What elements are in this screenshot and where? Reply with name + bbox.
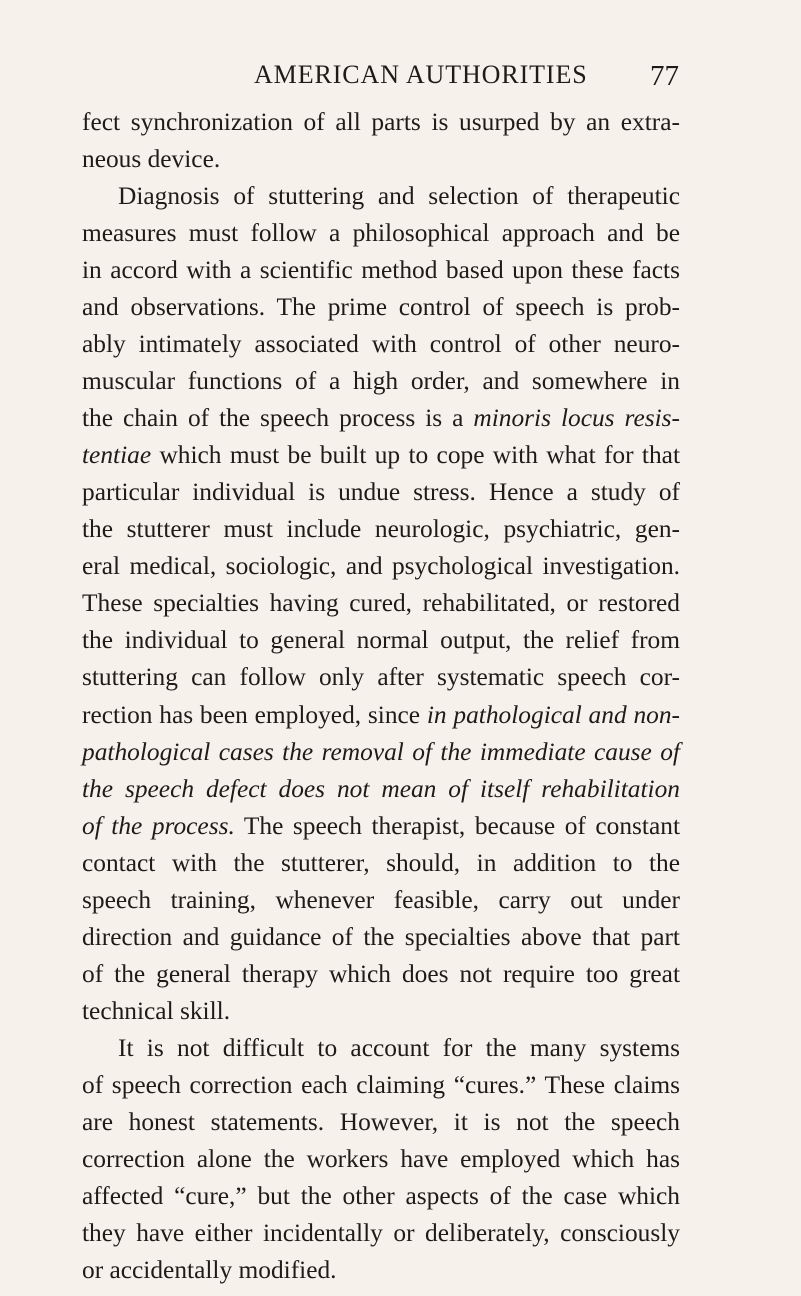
text-line xyxy=(82,697,680,734)
text-line: contact with the stutterer, should, in addition to the xyxy=(82,848,680,877)
italic-text: in pathological and non- xyxy=(426,700,680,729)
italic-line: pathological cases the removal of the immediate cause of xyxy=(82,737,680,766)
text-line: are honest statements. However, it is not the speech xyxy=(82,1107,680,1136)
text-line: the individual to general normal output, the relief from xyxy=(82,626,680,655)
text-line: technical skill. xyxy=(82,996,231,1025)
text-line: Diagnosis of stuttering and selection of therapeutic xyxy=(118,182,680,211)
text-line: These specialties having cured, rehabilitated, or restored xyxy=(82,589,680,618)
running-head: AMERICAN AUTHORITIES xyxy=(254,60,588,89)
text-line: in accord with a scientific method based upon these facts xyxy=(82,256,680,285)
text-run: rection has been employed, since xyxy=(82,700,421,729)
italic-line: the speech defect does not mean of itself rehabilitation xyxy=(82,774,680,803)
text-line: measures must follow a philosophical approach and be xyxy=(82,219,680,248)
text-line xyxy=(82,400,680,437)
text-line: eral medical, sociologic, and psychological investigation. xyxy=(82,552,680,581)
page-number: 77 xyxy=(650,60,679,92)
text-line: affected “cure,” but the other aspects of the case which xyxy=(82,1181,680,1210)
text-line: speech training, whenever feasible, carry out under xyxy=(82,885,680,914)
text-run: the chain of the speech process is a xyxy=(82,404,464,433)
text-line: fect synchronization of all parts is usurped by an extra- xyxy=(82,108,680,136)
text-line: direction and guidance of the specialties above that part xyxy=(82,922,680,951)
text-line: of speech correction each claiming “cures.” These claims xyxy=(82,1070,680,1099)
text-line: particular individual is undue stress. Hence a study of xyxy=(82,478,680,507)
text-line xyxy=(82,808,680,845)
text-line: correction alone the workers have employed which has xyxy=(82,1144,680,1173)
text-line: neous device. xyxy=(82,145,221,174)
text-run: The speech therapist, because of constant xyxy=(243,811,680,840)
text-line: and observations. The prime control of speech is prob- xyxy=(82,293,680,322)
italic-text: of the process. xyxy=(82,811,235,840)
page-header xyxy=(82,60,679,96)
italic-text: minoris locus resis- xyxy=(473,404,681,433)
body-text xyxy=(82,104,680,1289)
text-run: which must be built up to cope with what for that xyxy=(159,441,680,470)
text-line: It is not difficult to account for the many systems xyxy=(118,1033,680,1062)
text-line xyxy=(82,437,680,474)
text-line: stuttering can follow only after systematic speech cor- xyxy=(82,663,680,692)
text-line: they have either incidentally or deliberately, consciously xyxy=(82,1218,680,1247)
text-line: ably intimately associated with control of other neuro- xyxy=(82,330,680,359)
text-line: or accidentally modified. xyxy=(82,1255,337,1284)
text-line: muscular functions of a high order, and somewhere in xyxy=(82,367,680,396)
italic-text: tentiae xyxy=(82,441,152,470)
text-line: the stutterer must include neurologic, psychiatric, gen- xyxy=(82,515,680,544)
text-line: of the general therapy which does not require too great xyxy=(82,959,680,988)
